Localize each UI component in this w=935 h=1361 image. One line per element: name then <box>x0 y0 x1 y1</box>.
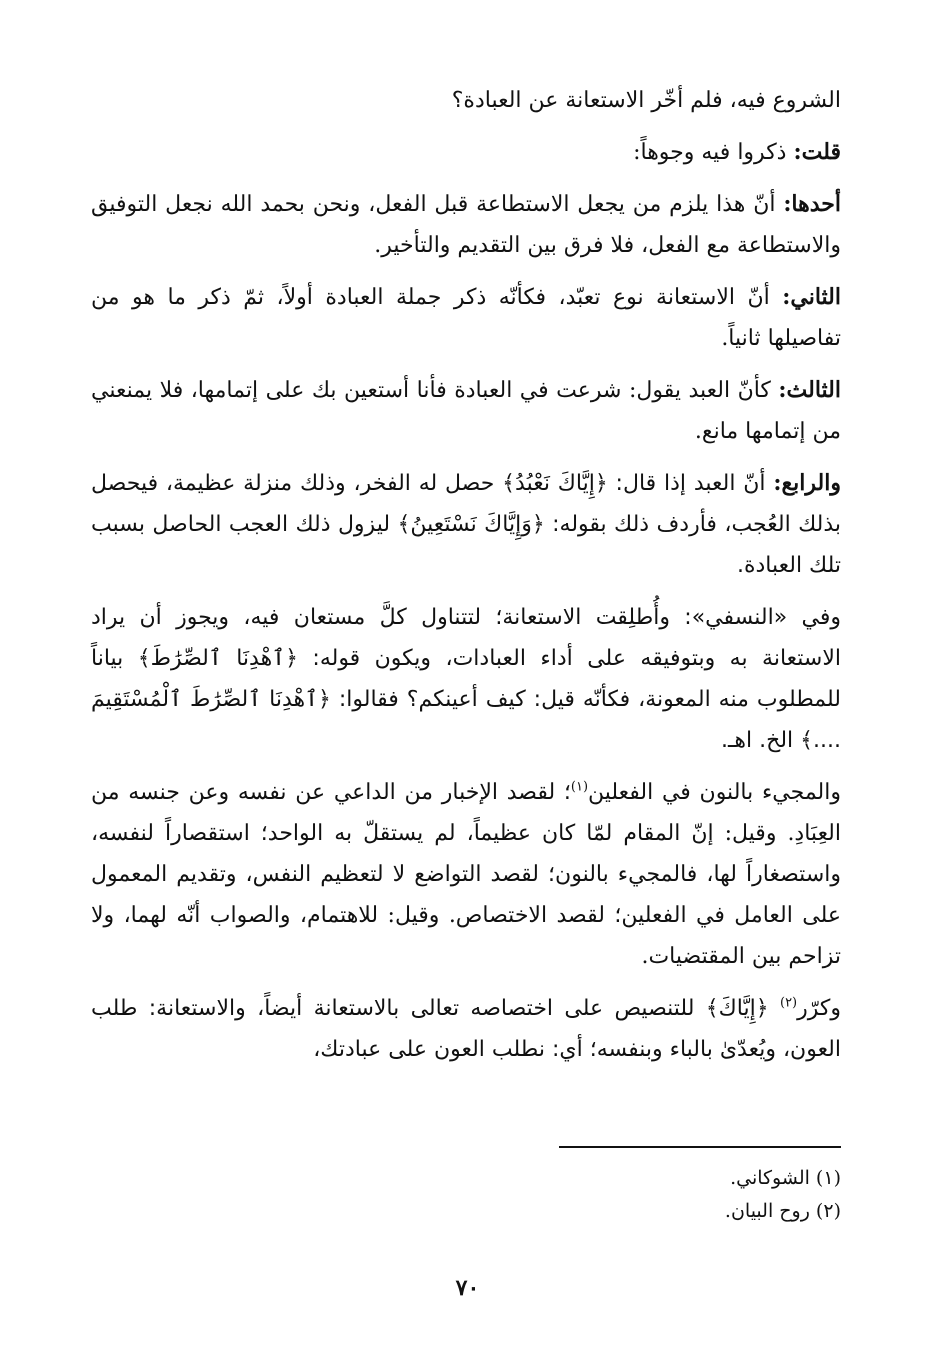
footnote-ref[interactable]: (١) <box>570 779 589 795</box>
paragraph-text: أنّ الاستعانة نوع تعبّد، فكأنّه ذكر جملة العبادة أولاً، ثمّ ذكر ما هو من تفاصيلها ثانياً. <box>91 285 841 351</box>
main-text <box>91 80 841 1081</box>
paragraph-lead: قلت: <box>793 139 841 165</box>
paragraph-lead: والرابع: <box>773 470 841 496</box>
paragraph-lead: الثالث: <box>778 377 841 403</box>
paragraph-text-continued: ﴿إِيَّاكَ﴾ للتنصيص على اختصاصه تعالى بالاستعانة أيضاً، والاستعانة: طلب العون، ويُعدّىٰ بالباء وبنفسه؛ أي: نطلب العون على عبادتك، <box>91 996 841 1062</box>
paragraph-first <box>91 184 841 266</box>
paragraph-text: أنّ هذا يلزم من يجعل الاستطاعة قبل الفعل، ونحن بحمد الله نجعل التوفيق والاستطاعة مع الفعل، فلا فرق بين التقديم والتأخير. <box>91 192 841 258</box>
paragraph-text: وكرّر <box>797 996 841 1021</box>
paragraph-nasafi <box>91 597 841 761</box>
paragraph-text: كأنّ العبد يقول: شرعت في العبادة فأنا أستعين بك على إتمامها، فلا يمنعني من إتمامها مانع. <box>91 378 841 444</box>
page-number: ٧٠ <box>455 1275 480 1301</box>
footnote-divider <box>559 1146 841 1148</box>
paragraph-lead: أحدها: <box>783 191 841 217</box>
footnotes <box>341 1162 841 1228</box>
paragraph-question <box>91 80 841 121</box>
paragraph-text: والمجيء بالنون في الفعلين <box>588 780 841 805</box>
paragraph-repetition <box>91 988 841 1070</box>
paragraph-text: ذكروا فيه وجوهاً: <box>633 140 794 165</box>
paragraph-second <box>91 277 841 359</box>
paragraph-lead: الثاني: <box>782 284 841 310</box>
paragraph-text: وفي «النسفي»: وأُطلِقت الاستعانة؛ لتتناول كلَّ مستعان فيه، ويجوز أن يراد الاستعانة به وبتوفيقه على أداء العبادات، ويكون قوله: ﴿ٱهْدِنَا ٱلصِّرَٰطَ﴾ بياناً للمطلوب منه المعونة، فكأنّه قيل: كيف أعينكم؟ فقالوا: ﴿ٱهْدِنَا ٱلصِّرَٰطَ ٱلْمُسْتَقِيمَ ....﴾ الخ. اهـ. <box>91 605 841 753</box>
footnote-item: (٢) روح البيان. <box>724 1200 841 1222</box>
footnote-ref[interactable]: (٢) <box>779 995 798 1011</box>
footnote-item: (١) الشوكاني. <box>730 1167 841 1189</box>
paragraph-text: أنّ العبد إذا قال: ﴿إِيَّاكَ نَعْبُدُ﴾ حصل له الفخر، وذلك منزلة عظيمة، فيحصل بذلك العُجب، فأردف ذلك بقوله: ﴿وَإِيَّاكَ نَسْتَعِينُ﴾ ليزول ذلك العجب الحاصل بسبب تلك العبادة. <box>91 471 841 578</box>
paragraph-third <box>91 370 841 452</box>
paragraph-text-continued: ؛ لقصد الإخبار من الداعي عن نفسه وعن جنسه من العِبَادِ. وقيل: إنّ المقام لمّا كان عظيماً، لم يستقلّ به الواحد؛ استقصاراً لنفسه، واستصغاراً لها، فالمجيء بالنون؛ لقصد التواضع لا لتعظيم النفس، وتقديم المعمول على العامل في الفعلين؛ لقصد الاختصاص. وقيل: للاهتمام، والصواب أنّه لهما، ولا تزاحم بين المقتضيات. <box>91 780 841 969</box>
paragraph-fourth <box>91 463 841 586</box>
paragraph-text: الشروع فيه، فلم أخّر الاستعانة عن العبادة؟ <box>451 88 841 113</box>
paragraph-nun <box>91 772 841 977</box>
paragraph-answer <box>91 132 841 173</box>
